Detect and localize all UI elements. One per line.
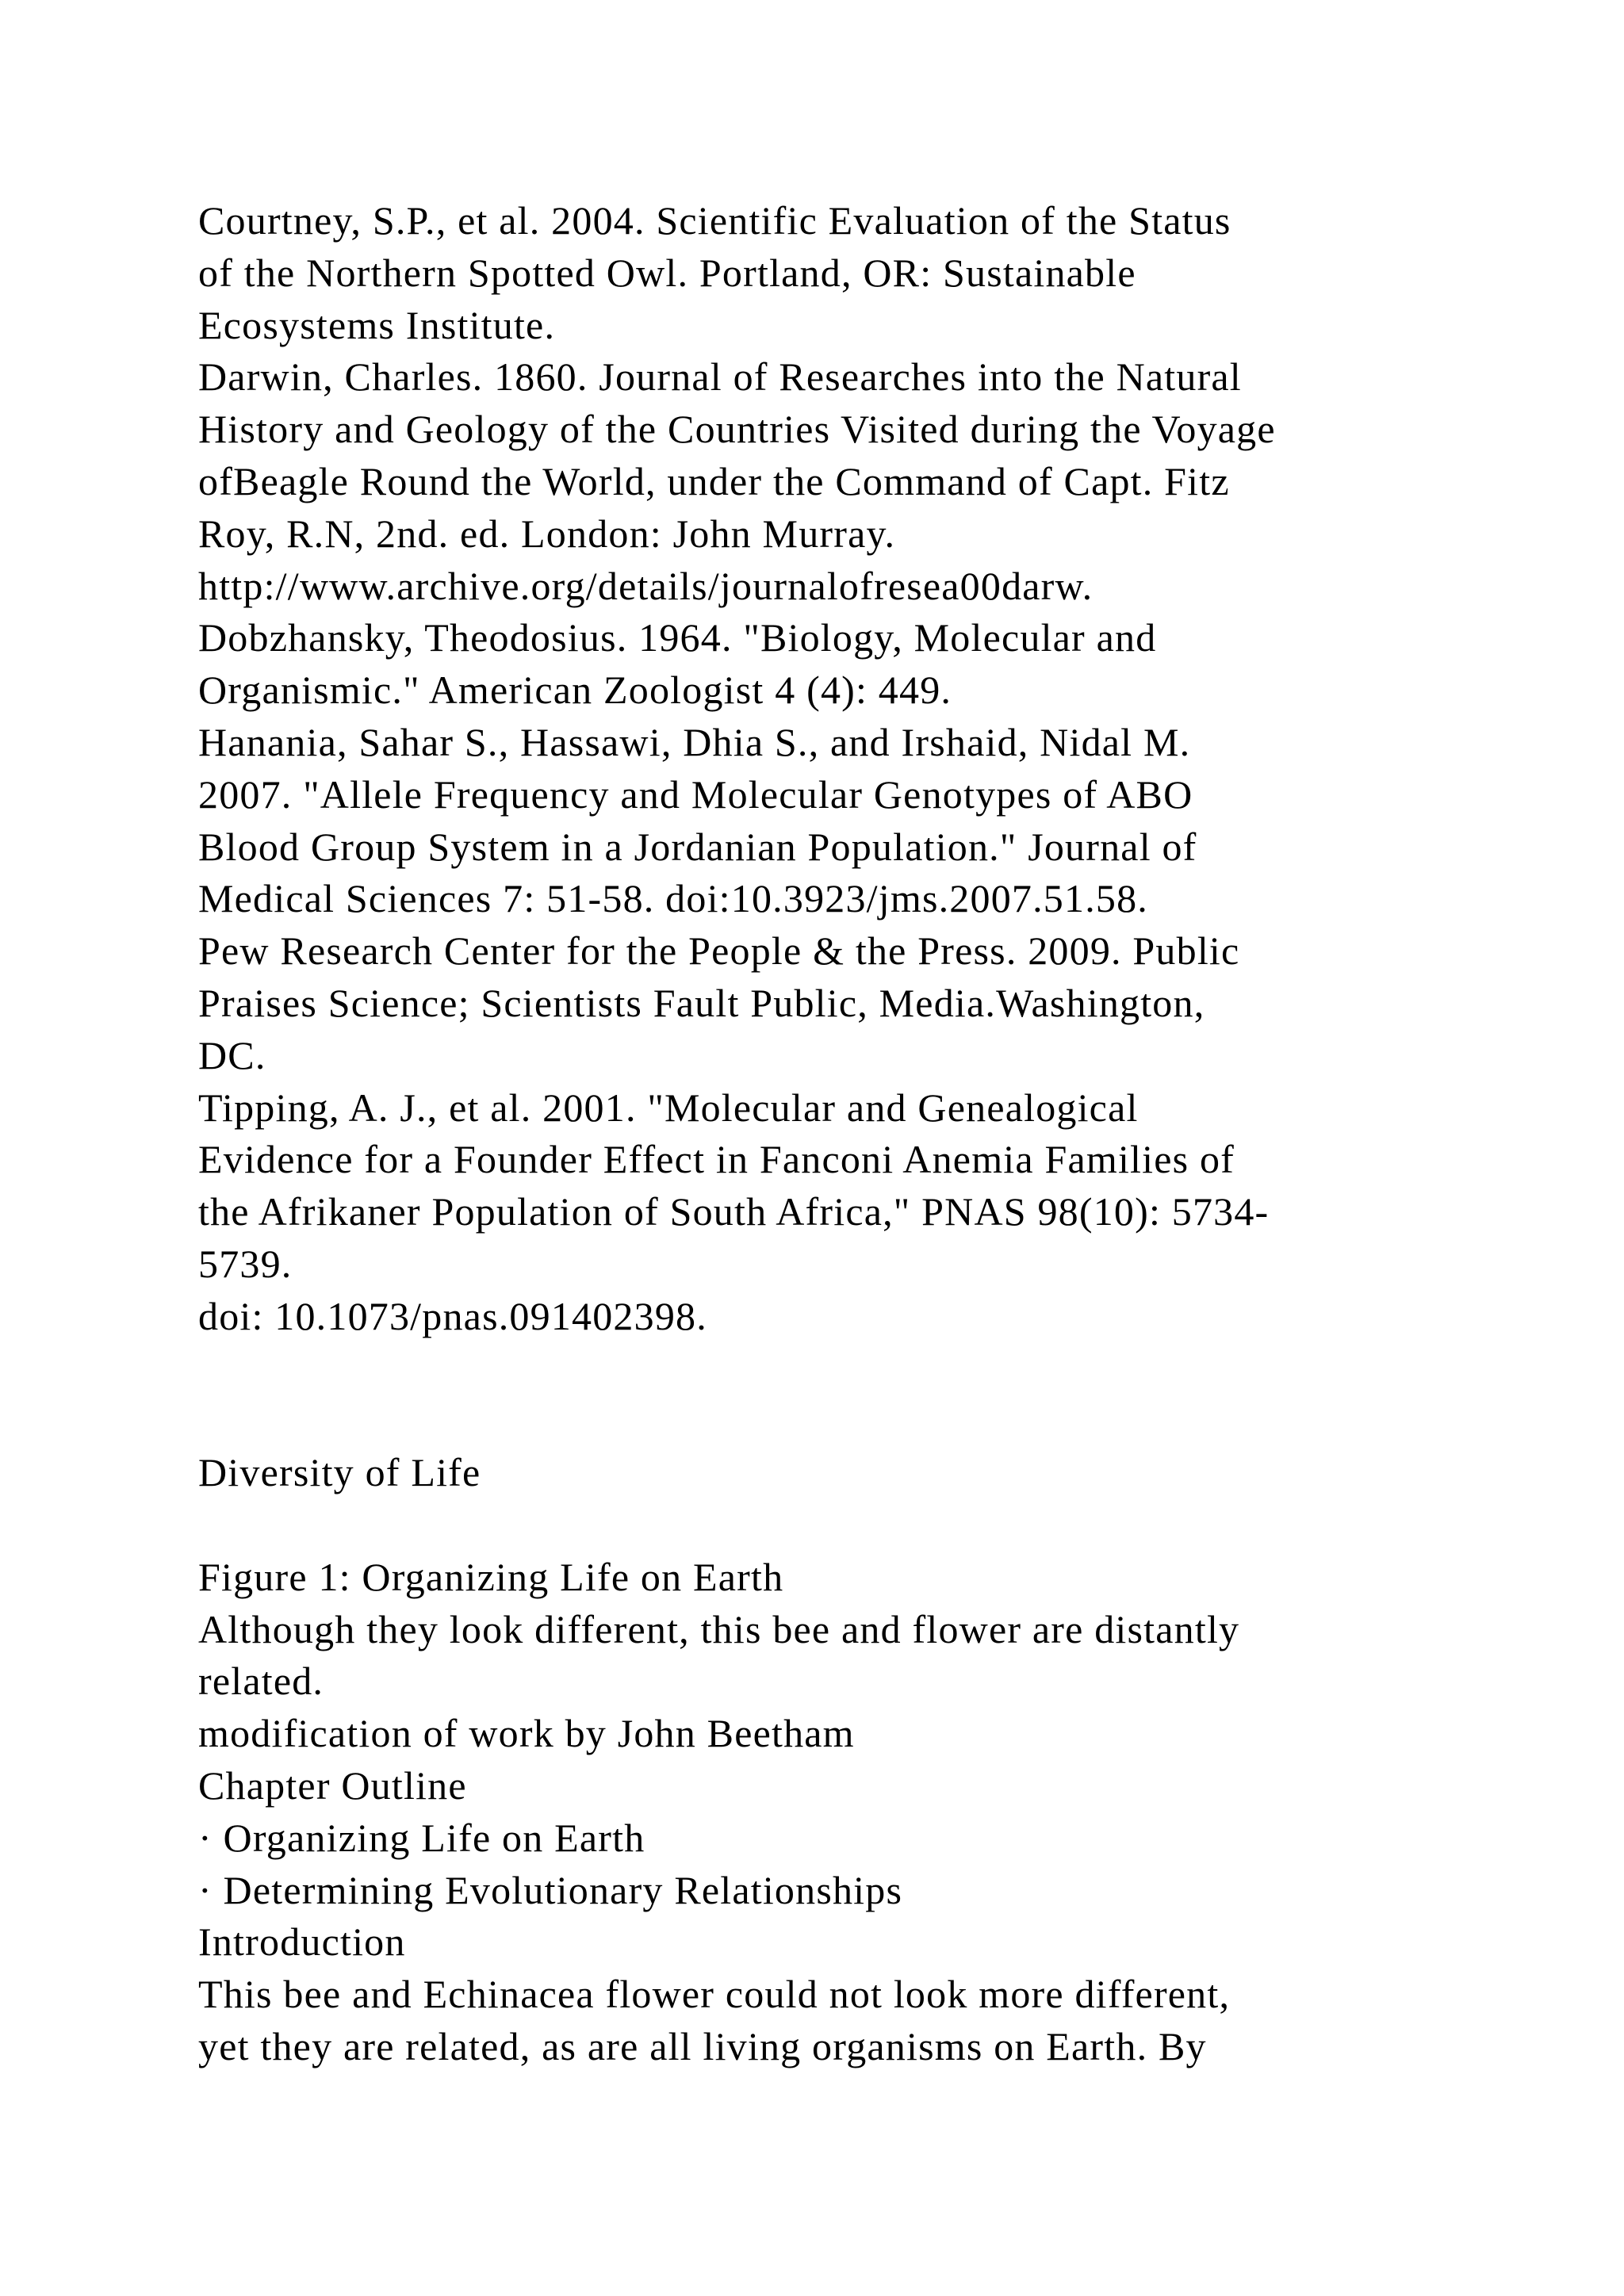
spacer: [198, 1343, 1483, 1395]
figure-caption: Although they look different, this bee and flower are distantly: [198, 1606, 1240, 1651]
figure-caption: related.: [198, 1659, 324, 1704]
reference-line: Pew Research Center for the People & the Press. 2009. Public: [198, 928, 1240, 974]
reference-line: Ecosystems Institute.: [198, 302, 556, 347]
reference-line: ofBeagle Round the World, under the Command of Capt. Fitz: [198, 458, 1230, 503]
reference-hanania: [198, 717, 1483, 925]
references-list: [198, 195, 1483, 1343]
figure-block: [198, 1552, 1483, 1760]
reference-line: of the Northern Spotted Owl. Portland, OR: Sustainable: [198, 250, 1136, 295]
reference-dobzhansky: [198, 612, 1483, 717]
reference-courtney: [198, 195, 1483, 351]
reference-pew: [198, 925, 1483, 1081]
outline-item: · Organizing Life on Earth: [198, 1815, 645, 1860]
spacer: [198, 1395, 1483, 1447]
reference-line: Roy, R.N, 2nd. ed. London: John Murray.: [198, 511, 896, 556]
outline-item: · Determining Evolutionary Relationships: [198, 1867, 903, 1912]
reference-line: History and Geology of the Countries Visited during the Voyage: [198, 407, 1276, 452]
reference-line: the Afrikaner Population of South Africa," PNAS 98(10): 5734-: [198, 1189, 1270, 1234]
introduction-text: This bee and Echinacea flower could not look more different,: [198, 1972, 1231, 2017]
introduction-section: [198, 1916, 1483, 2072]
spacer: [198, 1499, 1483, 1552]
reference-line: Blood Group System in a Jordanian Population." Journal of: [198, 824, 1197, 869]
reference-line: Hanania, Sahar S., Hassawi, Dhia S., and Irshaid, Nidal M.: [198, 719, 1191, 764]
reference-line: Medical Sciences 7: 51-58. doi:10.3923/jms.2007.51.58.: [198, 876, 1149, 921]
reference-doi: doi: 10.1073/pnas.091402398.: [198, 1293, 707, 1338]
reference-line: Darwin, Charles. 1860. Journal of Researches into the Natural: [198, 354, 1242, 400]
reference-tipping: [198, 1082, 1483, 1343]
reference-line: 5739.: [198, 1241, 293, 1286]
reference-line: Organismic." American Zoologist 4 (4): 449.: [198, 668, 952, 713]
reference-line: Tipping, A. J., et al. 2001. "Molecular and Genealogical: [198, 1085, 1139, 1130]
outline-heading: Chapter Outline: [198, 1762, 467, 1808]
reference-line: Dobzhansky, Theodosius. 1964. "Biology, Molecular and: [198, 615, 1157, 660]
introduction-heading: Introduction: [198, 1919, 406, 1965]
reference-line: DC.: [198, 1032, 266, 1077]
reference-line: Evidence for a Founder Effect in Fanconi Anemia Families of: [198, 1137, 1235, 1182]
reference-darwin: [198, 351, 1483, 612]
reference-url: http://www.archive.org/details/journalofresea00darw.: [198, 563, 1094, 608]
introduction-text: yet they are related, as are all living organisms on Earth. By: [198, 2023, 1207, 2068]
figure-title: Figure 1: Organizing Life on Earth: [198, 1554, 784, 1599]
figure-credit: modification of work by John Beetham: [198, 1711, 855, 1756]
document-page: [198, 195, 1483, 2073]
chapter-title: Diversity of Life: [198, 1450, 481, 1495]
reference-line: 2007. "Allele Frequency and Molecular Genotypes of ABO: [198, 771, 1193, 817]
reference-line: Courtney, S.P., et al. 2004. Scientific Evaluation of the Status: [198, 198, 1231, 243]
chapter-outline: [198, 1760, 1483, 1916]
reference-line: Praises Science; Scientists Fault Public, Media.Washington,: [198, 980, 1205, 1025]
